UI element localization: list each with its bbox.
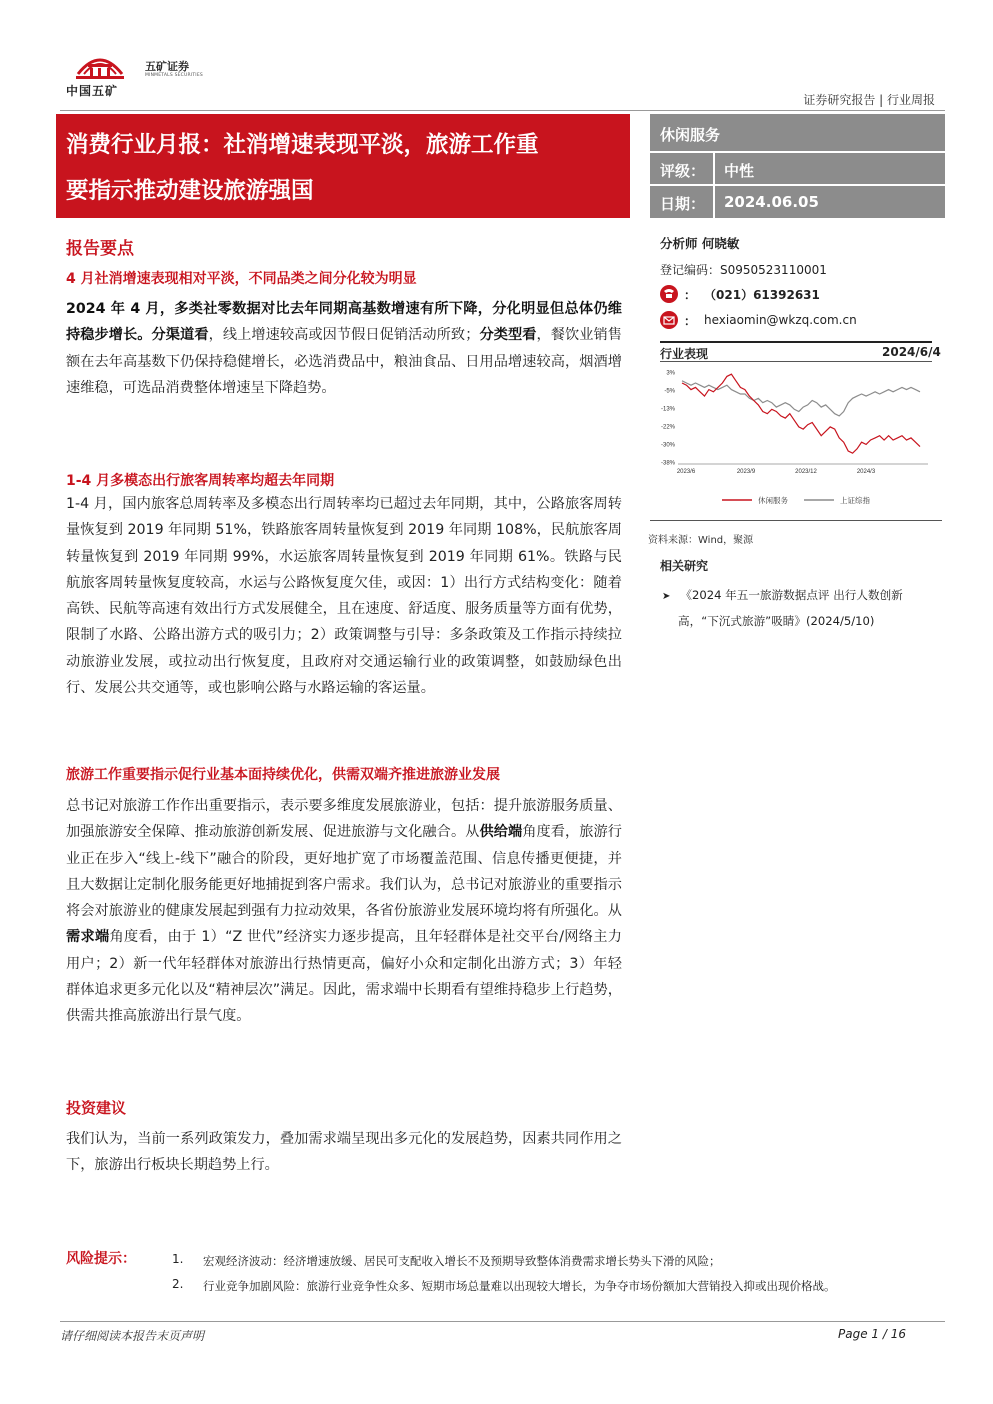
sector-label: 休闲服务 bbox=[660, 126, 721, 144]
legend-label: 休闲服务 bbox=[758, 496, 788, 505]
section3-text1: 总书记对旅游工作作出重要指示，表示要多维度发展旅游业，包括：提升旅游服务质量、加强旅游安全保障、推动旅游创新发展、促进旅游与文化融合。从 bbox=[66, 798, 622, 841]
rating-box-divider-2 bbox=[650, 184, 945, 186]
header-divider bbox=[60, 110, 945, 111]
series-line-0 bbox=[682, 374, 920, 453]
y-tick-label: -30% bbox=[660, 442, 675, 449]
logo-text-cn: 中国五矿 bbox=[66, 84, 119, 98]
industry-performance-chart bbox=[652, 364, 936, 524]
report-type: 证券研究报告 | 行业周报 bbox=[803, 93, 935, 107]
analyst-phone: （021）61392631 bbox=[704, 287, 820, 302]
legend-label: 上证综指 bbox=[840, 496, 870, 505]
demand-side-label: 需求端 bbox=[66, 929, 110, 946]
section1-body bbox=[66, 296, 622, 401]
brand-name-en: MINMETALS SECURITIES bbox=[145, 73, 203, 78]
x-tick-label: 2024/3 bbox=[856, 469, 876, 475]
risk-label: 风险提示： bbox=[66, 1251, 136, 1267]
analyst-name: 分析师 何晓敏 bbox=[660, 236, 740, 251]
related-item-line1: 《2024 年五一旅游数据点评 出行人数创新 bbox=[680, 588, 903, 602]
report-title-line1: 消费行业月报：社消增速表现平淡，旅游工作重 bbox=[66, 132, 539, 158]
series-line-1 bbox=[682, 381, 920, 416]
report-title bbox=[66, 122, 626, 214]
x-tick-label: 2023/9 bbox=[736, 469, 756, 475]
rating-label: 评级： bbox=[660, 162, 706, 180]
y-tick-label: -38% bbox=[660, 460, 675, 467]
phone-colon: ： bbox=[684, 287, 697, 302]
section1-heading: 4 月社消增速表现相对平淡，不同品类之间分化较为明显 bbox=[66, 271, 417, 287]
channel-label: 分渠道看 bbox=[151, 327, 209, 344]
section3-text3: 角度看，由于 1）“Z 世代”经济实力逐步提高，且年轻群体是社交平台/网络主力用户；2）新一代年轻群体对旅游出行热情更高，偏好小众和定制化出游方式；3）年轻群体追求更多元化以及“精神层次”满足。因此，需求端中长期看有望维持稳步上行趋势，供需共推高旅游出行景气度。 bbox=[66, 929, 622, 1025]
email-icon bbox=[660, 311, 678, 329]
related-research-item[interactable] bbox=[662, 583, 942, 633]
email-colon: ： bbox=[684, 313, 697, 328]
related-research-title: 相关研究 bbox=[660, 559, 709, 573]
bullet-arrow-icon: ➤ bbox=[662, 591, 671, 602]
company-logo bbox=[70, 40, 130, 80]
y-tick-label: -13% bbox=[660, 406, 675, 413]
report-title-line2: 要指示推动建设旅游强国 bbox=[66, 178, 314, 204]
y-tick-label: 3% bbox=[666, 370, 675, 377]
category-label: 分类型看 bbox=[479, 327, 537, 344]
related-item-line2: 高，“下沉式旅游”吸睛》(2024/5/10) bbox=[678, 614, 875, 628]
date-value: 2024.06.05 bbox=[724, 193, 819, 211]
supply-side-label: 供给端 bbox=[479, 824, 523, 841]
analyst-email[interactable]: hexiaomin@wkzq.com.cn bbox=[704, 313, 857, 327]
analyst-phone-row bbox=[660, 285, 820, 303]
investment-advice-heading: 投资建议 bbox=[66, 1099, 127, 1117]
date-label: 日期： bbox=[660, 195, 706, 213]
footer-notice: 请仔细阅读本报告末页声明 bbox=[60, 1329, 205, 1343]
page-number: Page 1 / 16 bbox=[838, 1327, 906, 1341]
section3-heading: 旅游工作重要指示促行业基本面持续优化，供需双端齐推进旅游业发展 bbox=[66, 767, 500, 783]
section2-heading: 1-4 月多模态出行旅客周转率均超去年同期 bbox=[66, 473, 335, 489]
x-tick-label: 2023/12 bbox=[795, 469, 817, 475]
section3-body bbox=[66, 793, 622, 1030]
rating-box-divider bbox=[650, 151, 945, 153]
key-points-heading: 报告要点 bbox=[66, 239, 134, 259]
chart-bottom-rule bbox=[650, 520, 942, 521]
chart-source: 资料来源：Wind，聚源 bbox=[648, 535, 754, 546]
risk-number-1: 1. bbox=[172, 1252, 184, 1266]
rating-box-vertical-divider bbox=[713, 152, 715, 218]
category-text: ，餐饮业销售额在去年高基数下仍保持稳健增长，必选消费品中，粮油食品、日用品增速较高，烟酒增速维稳，可选品消费整体增速呈下降趋势。 bbox=[66, 327, 622, 396]
analyst-email-row bbox=[660, 311, 857, 329]
performance-date: 2024/6/4 bbox=[882, 345, 941, 359]
channel-text: ，线上增速较高或因节假日促销活动所致； bbox=[208, 327, 480, 344]
rating-value: 中性 bbox=[724, 162, 755, 180]
phone-icon bbox=[660, 285, 678, 303]
investment-advice-body: 我们认为，当前一系列政策发力，叠加需求端呈现出多元化的发展趋势，因素共同作用之下，旅游出行板块长期趋势上行。 bbox=[66, 1131, 622, 1174]
section2-body: 1-4 月，国内旅客总周转率及多模态出行周转率均已超过去年同期，其中，公路旅客周转量恢复到 2019 年同期 51%，铁路旅客周转量恢复到 2019 年同期 108%，民航旅客周转量恢复到 2019 年同期 99%，水运旅客周转量恢复到 2019 年同期 61%。铁路与民航旅客周转量恢复度较高，水运与公路恢复度欠佳，或因：1）出行方式结构变化：随着高铁、民航等高速有效出行方式发展健全，且在速度、舒适度、服务质量等方面有优势，限制了水路、公路出游方式的吸引力；2）政策调整与引导：多条政策及工作指示持续拉动旅游业发展，或拉动出行恢复度，且政府对交通运输行业的政策调整，如鼓励绿色出行、发展公共交通等，或也影响公路与水路运输的客运量。 bbox=[66, 496, 622, 697]
performance-title: 行业表现 bbox=[660, 347, 709, 361]
y-tick-label: -5% bbox=[664, 388, 675, 395]
section1-lead: 2024 年 4 月，多类社零数据对比去年同期高基数增速有所下降，分化明显但总体仍维持稳步增长。 bbox=[66, 301, 622, 344]
y-tick-label: -22% bbox=[660, 424, 675, 431]
analyst-registration: 登记编码：S0950523110001 bbox=[660, 263, 827, 277]
risk-item-1: 宏观经济波动：经济增速放缓、居民可支配收入增长不及预期导致整体消费需求增长势头下滑的风险； bbox=[203, 1254, 721, 1268]
footer-divider bbox=[60, 1321, 945, 1322]
risk-number-2: 2. bbox=[172, 1277, 184, 1291]
brand-name: 五矿证券 bbox=[145, 60, 189, 73]
chart-svg bbox=[652, 364, 936, 524]
x-tick-label: 2023/6 bbox=[676, 469, 696, 475]
section3-text2: 角度看，旅游行业正在步入“线上-线下”融合的阶段，更好地扩宽了市场覆盖范围、信息传播更便捷，并且大数据让定制化服务能更好地捕捉到客户需求。我们认为，总书记对旅游业的重要指示将会对旅游业的健康发展起到强有力拉动效果，各省份旅游业发展环境均将有所强化。从 bbox=[66, 824, 622, 920]
risk-item-2: 行业竞争加剧风险：旅游行业竞争性众多、短期市场总量难以出现较大增长，为争夺市场份额加大营销投入抑或出现价格战。 bbox=[203, 1279, 836, 1293]
